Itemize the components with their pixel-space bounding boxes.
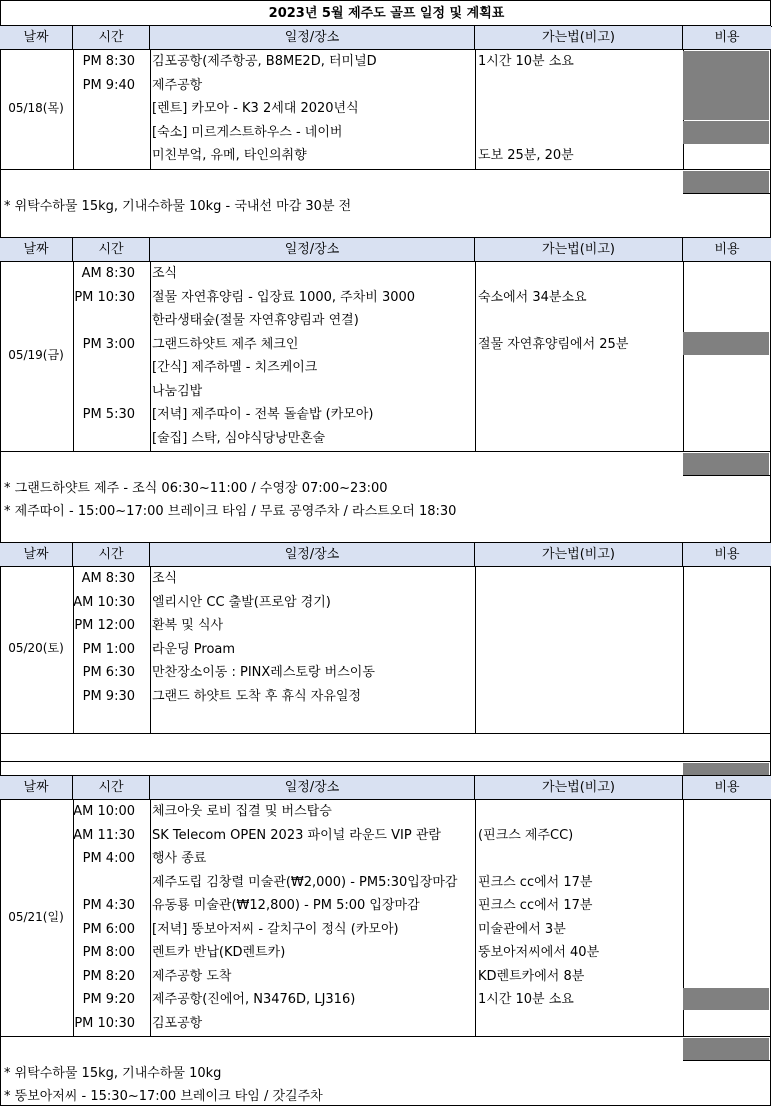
header-how: 가는법(비고) xyxy=(475,776,683,799)
row-time: PM 4:00 xyxy=(82,851,135,866)
header-time: 시간 xyxy=(73,26,150,49)
row-schedule: 조식 xyxy=(152,266,178,281)
row-time: AM 10:00 xyxy=(73,804,135,819)
header-schedule: 일정/장소 xyxy=(150,238,475,261)
header-cost: 비용 xyxy=(714,242,740,257)
column-divider xyxy=(150,799,151,1036)
column-divider xyxy=(475,49,476,169)
column-divider xyxy=(475,799,476,1036)
header-time: 시간 xyxy=(73,238,150,261)
row-schedule: 조식 xyxy=(152,571,178,586)
column-divider xyxy=(150,261,151,451)
row-schedule: 김포공항(제주항공, B8ME2D, 터미널D xyxy=(152,54,377,69)
row-schedule: [간식] 제주하멜 - 치즈케이크 xyxy=(152,360,318,375)
cost-cell-shaded xyxy=(683,332,769,355)
day-date: 05/20(토) xyxy=(8,641,64,656)
header-how: 가는법(비고) xyxy=(475,238,683,261)
column-divider xyxy=(150,566,151,733)
row-schedule: 제주공항 xyxy=(152,77,203,93)
row-time: PM 9:30 xyxy=(82,688,135,704)
row-time: PM 1:00 xyxy=(82,641,135,657)
day-date: 05/18(목) xyxy=(8,100,64,115)
header-time: 시간 xyxy=(73,776,150,799)
section-footer-line xyxy=(683,1060,771,1061)
cost-cell-shaded xyxy=(683,171,769,193)
row-schedule: 행사 종료 xyxy=(152,851,207,866)
section-spacer-line xyxy=(0,761,771,762)
row-time: PM 5:30 xyxy=(82,407,135,422)
sheet-title: 2023년 5월 제주도 골프 일정 및 계획표 xyxy=(1,2,772,27)
row-time: PM 8:30 xyxy=(82,54,135,69)
row-schedule: 한라생태숲(절물 자연휴양림과 연결) xyxy=(152,313,359,328)
row-schedule: 제주도립 김창렬 미술관(₩2,000) - PM5:30입장마감 xyxy=(152,874,458,890)
row-schedule: 만찬장소이동 : PINX레스토랑 버스이동 xyxy=(152,665,375,680)
cost-cell-shaded xyxy=(683,1038,769,1060)
row-time: PM 8:00 xyxy=(82,945,135,960)
row-time: PM 9:20 xyxy=(82,992,135,1007)
section-footer-line xyxy=(683,475,771,476)
row-note: 절물 자연휴양림에서 25분 xyxy=(478,336,629,352)
table-header xyxy=(0,25,771,50)
column-divider xyxy=(683,566,684,733)
cost-cell-shaded xyxy=(683,988,769,1010)
table-header xyxy=(0,775,771,800)
header-date: 날짜 xyxy=(0,26,73,49)
row-time: PM 10:30 xyxy=(74,289,135,305)
row-schedule: 제주공항 도착 xyxy=(152,968,232,984)
row-schedule: [저녁] 뚱보아저씨 - 갈치구이 정식 (카모아) xyxy=(152,921,399,937)
day-date: 05/19(금) xyxy=(8,348,64,362)
table-header xyxy=(0,237,771,262)
row-note: (핀크스 제주CC) xyxy=(478,827,574,843)
column-divider xyxy=(475,261,476,451)
day-date: 05/21(일) xyxy=(8,909,64,924)
header-time: 시간 xyxy=(73,543,150,566)
row-schedule: 환복 및 식사 xyxy=(152,618,224,633)
row-schedule: [술집] 스탁, 심야식당낭만혼술 xyxy=(152,430,326,446)
header-schedule: 일정/장소 xyxy=(150,776,475,799)
row-schedule: 체크아웃 로비 집결 및 버스탑승 xyxy=(152,804,332,819)
row-schedule: 그랜드 하얏트 도착 후 휴식 자유일정 xyxy=(152,688,362,704)
row-time: AM 8:30 xyxy=(81,266,135,281)
column-divider xyxy=(475,566,476,733)
cost-cell-shaded xyxy=(683,98,769,120)
row-schedule: [숙소] 미르게스트하우스 - 네이버 xyxy=(152,124,343,140)
body-bottom-line xyxy=(0,169,771,170)
footnote: * 뚱보아저씨 - 15:30~17:00 브레이크 타임 / 갓길주차 xyxy=(4,1089,323,1104)
row-time: PM 12:00 xyxy=(74,618,135,633)
header-how: 가는법(비고) xyxy=(475,26,683,49)
header-cost: 비용 xyxy=(714,547,740,562)
header-cost: 비용 xyxy=(714,30,740,45)
header-how: 가는법(비고) xyxy=(475,543,683,566)
header-date: 날짜 xyxy=(0,238,73,261)
header-cost: 비용 xyxy=(714,780,740,795)
footnote: * 위탁수하물 15kg, 기내수하물 10kg - 국내선 마감 30분 전 xyxy=(4,198,352,214)
header-schedule: 일정/장소 xyxy=(150,543,475,566)
row-schedule: 절물 자연휴양림 - 입장료 1000, 주차비 3000 xyxy=(152,289,416,305)
footnote: * 그랜드하얏트 제주 - 조식 06:30~11:00 / 수영장 07:00~23:00 xyxy=(4,481,388,496)
row-note: 도보 25분, 20분 xyxy=(478,148,574,163)
row-time: AM 10:30 xyxy=(73,594,135,610)
row-schedule: 제주공항(진에어, N3476D, LJ316) xyxy=(152,992,356,1007)
header-schedule: 일정/장소 xyxy=(150,26,475,49)
row-time: PM 10:30 xyxy=(74,1015,135,1031)
row-schedule: 렌트카 반납(KD렌트카) xyxy=(152,945,286,960)
footnote: * 위탁수하물 15kg, 기내수하물 10kg xyxy=(4,1066,222,1081)
header-date: 날짜 xyxy=(0,776,73,799)
body-bottom-line xyxy=(0,1036,771,1037)
header-date: 날짜 xyxy=(0,543,73,566)
row-schedule: 그랜드하얏트 제주 체크인 xyxy=(152,336,299,352)
row-note: 1시간 10분 소요 xyxy=(478,54,574,69)
row-note: KD렌트카에서 8분 xyxy=(478,968,585,984)
column-divider xyxy=(150,49,151,169)
row-schedule: 유동룡 미술관(₩12,800) - PM 5:00 입장마감 xyxy=(152,898,420,913)
row-time: PM 6:00 xyxy=(82,921,135,937)
row-note: 뚱보아저씨에서 40분 xyxy=(478,945,600,960)
row-note: 핀크스 cc에서 17분 xyxy=(478,898,593,913)
body-bottom-line xyxy=(0,451,771,452)
row-schedule: 김포공항 xyxy=(152,1015,203,1031)
row-schedule: SK Telecom OPEN 2023 파이널 라운드 VIP 관람 xyxy=(152,827,441,843)
row-note: 핀크스 cc에서 17분 xyxy=(478,874,593,890)
row-time: PM 3:00 xyxy=(82,336,135,352)
cost-cell-shaded xyxy=(683,453,769,475)
row-time: AM 8:30 xyxy=(81,571,135,586)
table-header xyxy=(0,542,771,567)
row-time: PM 4:30 xyxy=(82,898,135,913)
row-schedule: [렌트] 카모아 - K3 2세대 2020년식 xyxy=(152,101,359,116)
column-divider xyxy=(683,261,684,451)
row-schedule: [저녁] 제주따이 - 전복 돌솥밥 (카모아) xyxy=(152,407,374,422)
row-time: PM 9:40 xyxy=(82,77,135,93)
cost-cell-shaded xyxy=(683,121,769,144)
cost-cell-shaded xyxy=(683,51,769,98)
row-time: AM 11:30 xyxy=(73,827,135,843)
row-schedule: 미친부엌, 유메, 타인의취향 xyxy=(152,148,307,163)
row-time: PM 6:30 xyxy=(82,665,135,680)
row-schedule: 라운딩 Proam xyxy=(152,641,236,657)
row-note: 1시간 10분 소요 xyxy=(478,992,574,1007)
section-footer-line xyxy=(683,193,771,194)
body-bottom-line xyxy=(0,733,771,734)
row-schedule: 나눔김밥 xyxy=(152,383,203,399)
footnote: * 제주따이 - 15:00~17:00 브레이크 타임 / 무료 공영주차 / 라스트오더 18:30 xyxy=(4,504,457,519)
row-note: 숙소에서 34분소요 xyxy=(478,289,587,305)
row-schedule: 엘리시안 CC 출발(프로암 경기) xyxy=(152,594,331,610)
row-time: PM 8:20 xyxy=(82,968,135,984)
row-note: 미술관에서 3분 xyxy=(478,921,566,937)
